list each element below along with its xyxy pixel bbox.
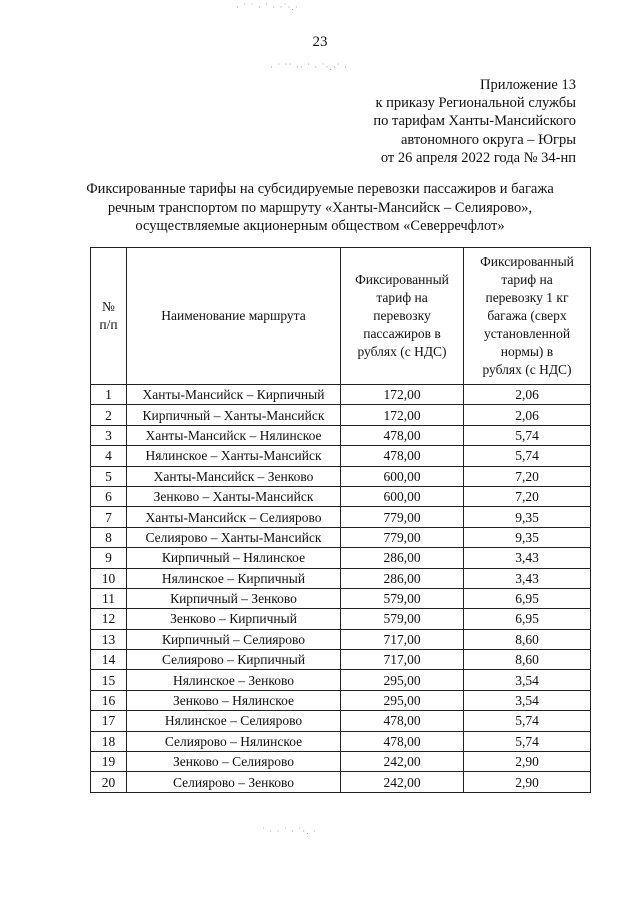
row-number-cell: 3 bbox=[91, 425, 127, 445]
passenger-tariff-cell: 478,00 bbox=[341, 731, 464, 751]
baggage-tariff-cell: 6,95 bbox=[464, 588, 591, 608]
table-row bbox=[91, 772, 591, 792]
row-number-cell: 20 bbox=[91, 772, 127, 792]
route-name-cell: Зенково – Ханты-Мансийск bbox=[127, 486, 341, 506]
route-name-cell: Селиярово – Нялинское bbox=[127, 731, 341, 751]
header-route: Наименование маршрута bbox=[127, 248, 341, 385]
baggage-tariff-cell: 2,06 bbox=[464, 385, 591, 405]
appendix-line: к приказу Региональной службы bbox=[375, 95, 576, 112]
table-row bbox=[91, 609, 591, 629]
baggage-tariff-cell: 5,74 bbox=[464, 711, 591, 731]
baggage-tariff-cell: 6,95 bbox=[464, 609, 591, 629]
table-row bbox=[91, 731, 591, 751]
passenger-tariff-cell: 779,00 bbox=[341, 507, 464, 527]
row-number-cell: 4 bbox=[91, 446, 127, 466]
route-name-cell: Нялинское – Селиярово bbox=[127, 711, 341, 731]
table-row bbox=[91, 711, 591, 731]
baggage-tariff-cell: 8,60 bbox=[464, 629, 591, 649]
header-passenger-tariff: Фиксированный тариф на перевозку пассажиров в рублях (с НДС) bbox=[341, 248, 464, 385]
baggage-tariff-cell: 7,20 bbox=[464, 486, 591, 506]
route-name-cell: Селиярово – Кирпичный bbox=[127, 650, 341, 670]
table-row bbox=[91, 752, 591, 772]
row-number-cell: 1 bbox=[91, 385, 127, 405]
appendix-line: от 26 апреля 2022 года № 34-нп bbox=[380, 149, 576, 166]
baggage-tariff-cell: 3,54 bbox=[464, 690, 591, 710]
table-row bbox=[91, 425, 591, 445]
header-num: № п/п bbox=[91, 248, 127, 385]
baggage-tariff-cell: 2,06 bbox=[464, 405, 591, 425]
baggage-tariff-cell: 9,35 bbox=[464, 507, 591, 527]
passenger-tariff-cell: 779,00 bbox=[341, 527, 464, 547]
document-title bbox=[40, 180, 600, 236]
table-row bbox=[91, 588, 591, 608]
row-number-cell: 13 bbox=[91, 629, 127, 649]
title-line: осуществляемые акционерным обществом «Северречфлот» bbox=[135, 218, 505, 234]
row-number-cell: 5 bbox=[91, 466, 127, 486]
row-number-cell: 8 bbox=[91, 527, 127, 547]
passenger-tariff-cell: 717,00 bbox=[341, 629, 464, 649]
passenger-tariff-cell: 717,00 bbox=[341, 650, 464, 670]
table-row bbox=[91, 568, 591, 588]
row-number-cell: 2 bbox=[91, 405, 127, 425]
table-row bbox=[91, 446, 591, 466]
passenger-tariff-cell: 295,00 bbox=[341, 690, 464, 710]
route-name-cell: Кирпичный – Ханты-Мансийск bbox=[127, 405, 341, 425]
table-row bbox=[91, 670, 591, 690]
route-name-cell: Зенково – Кирпичный bbox=[127, 609, 341, 629]
passenger-tariff-cell: 478,00 bbox=[341, 711, 464, 731]
row-number-cell: 11 bbox=[91, 588, 127, 608]
table-row bbox=[91, 527, 591, 547]
tariffs-table bbox=[90, 247, 591, 793]
table-row bbox=[91, 650, 591, 670]
baggage-tariff-cell: 2,90 bbox=[464, 772, 591, 792]
page-number: 23 bbox=[312, 34, 328, 50]
row-number-cell: 14 bbox=[91, 650, 127, 670]
passenger-tariff-cell: 579,00 bbox=[341, 609, 464, 629]
passenger-tariff-cell: 295,00 bbox=[341, 670, 464, 690]
passenger-tariff-cell: 600,00 bbox=[341, 466, 464, 486]
scan-noise-top: · ˙ ˙ · ˙ · ·˙·.· bbox=[236, 2, 299, 12]
route-name-cell: Ханты-Мансийск – Нялинское bbox=[127, 425, 341, 445]
table-row bbox=[91, 385, 591, 405]
row-number-cell: 9 bbox=[91, 548, 127, 568]
route-name-cell: Кирпичный – Зенково bbox=[127, 588, 341, 608]
appendix-line: автономного округа – Югры bbox=[400, 131, 576, 148]
row-number-cell: 19 bbox=[91, 752, 127, 772]
route-name-cell: Ханты-Мансийск – Зенково bbox=[127, 466, 341, 486]
table-row bbox=[91, 486, 591, 506]
baggage-tariff-cell: 3,43 bbox=[464, 548, 591, 568]
row-number-cell: 15 bbox=[91, 670, 127, 690]
passenger-tariff-cell: 579,00 bbox=[341, 588, 464, 608]
table-row bbox=[91, 405, 591, 425]
baggage-tariff-cell: 3,43 bbox=[464, 568, 591, 588]
baggage-tariff-cell: 8,60 bbox=[464, 650, 591, 670]
route-name-cell: Зенково – Нялинское bbox=[127, 690, 341, 710]
route-name-cell: Ханты-Мансийск – Кирпичный bbox=[127, 385, 341, 405]
scan-noise-stamp: · ˙ ˙˙ ·· ˙ · ˙·.·˙ · bbox=[270, 62, 348, 72]
baggage-tariff-cell: 5,74 bbox=[464, 425, 591, 445]
row-number-cell: 12 bbox=[91, 609, 127, 629]
header-baggage-tariff: Фиксированный тариф на перевозку 1 кг багажа (сверх установленной нормы) в рублях (с НДС) bbox=[464, 248, 591, 385]
table-row bbox=[91, 548, 591, 568]
table-row bbox=[91, 507, 591, 527]
passenger-tariff-cell: 242,00 bbox=[341, 772, 464, 792]
route-name-cell: Нялинское – Ханты-Мансийск bbox=[127, 446, 341, 466]
baggage-tariff-cell: 5,74 bbox=[464, 731, 591, 751]
appendix-block bbox=[276, 76, 576, 167]
passenger-tariff-cell: 478,00 bbox=[341, 446, 464, 466]
baggage-tariff-cell: 3,54 bbox=[464, 670, 591, 690]
route-name-cell: Зенково – Селиярово bbox=[127, 752, 341, 772]
baggage-tariff-cell: 7,20 bbox=[464, 466, 591, 486]
table-row bbox=[91, 690, 591, 710]
passenger-tariff-cell: 172,00 bbox=[341, 385, 464, 405]
route-name-cell: Кирпичный – Селиярово bbox=[127, 629, 341, 649]
row-number-cell: 7 bbox=[91, 507, 127, 527]
baggage-tariff-cell: 9,35 bbox=[464, 527, 591, 547]
scan-noise-bottom: ˙ · · ˙ · ˙·. · bbox=[262, 826, 317, 836]
table-row bbox=[91, 466, 591, 486]
route-name-cell: Нялинское – Зенково bbox=[127, 670, 341, 690]
baggage-tariff-cell: 5,74 bbox=[464, 446, 591, 466]
title-line: Фиксированные тарифы на субсидируемые перевозки пассажиров и багажа bbox=[86, 181, 554, 197]
baggage-tariff-cell: 2,90 bbox=[464, 752, 591, 772]
appendix-line: по тарифам Ханты-Мансийского bbox=[373, 113, 576, 130]
route-name-cell: Нялинское – Кирпичный bbox=[127, 568, 341, 588]
row-number-cell: 18 bbox=[91, 731, 127, 751]
passenger-tariff-cell: 172,00 bbox=[341, 405, 464, 425]
passenger-tariff-cell: 286,00 bbox=[341, 548, 464, 568]
row-number-cell: 17 bbox=[91, 711, 127, 731]
passenger-tariff-cell: 600,00 bbox=[341, 486, 464, 506]
title-line: речным транспортом по маршруту «Ханты-Мансийск – Селиярово», bbox=[107, 199, 533, 216]
row-number-cell: 6 bbox=[91, 486, 127, 506]
route-name-cell: Ханты-Мансийск – Селиярово bbox=[127, 507, 341, 527]
row-number-cell: 16 bbox=[91, 690, 127, 710]
route-name-cell: Кирпичный – Нялинское bbox=[127, 548, 341, 568]
passenger-tariff-cell: 478,00 bbox=[341, 425, 464, 445]
passenger-tariff-cell: 286,00 bbox=[341, 568, 464, 588]
row-number-cell: 10 bbox=[91, 568, 127, 588]
table-header-row bbox=[91, 248, 591, 385]
passenger-tariff-cell: 242,00 bbox=[341, 752, 464, 772]
appendix-line: Приложение 13 bbox=[480, 77, 576, 93]
table-row bbox=[91, 629, 591, 649]
route-name-cell: Селиярово – Зенково bbox=[127, 772, 341, 792]
route-name-cell: Селиярово – Ханты-Мансийск bbox=[127, 527, 341, 547]
